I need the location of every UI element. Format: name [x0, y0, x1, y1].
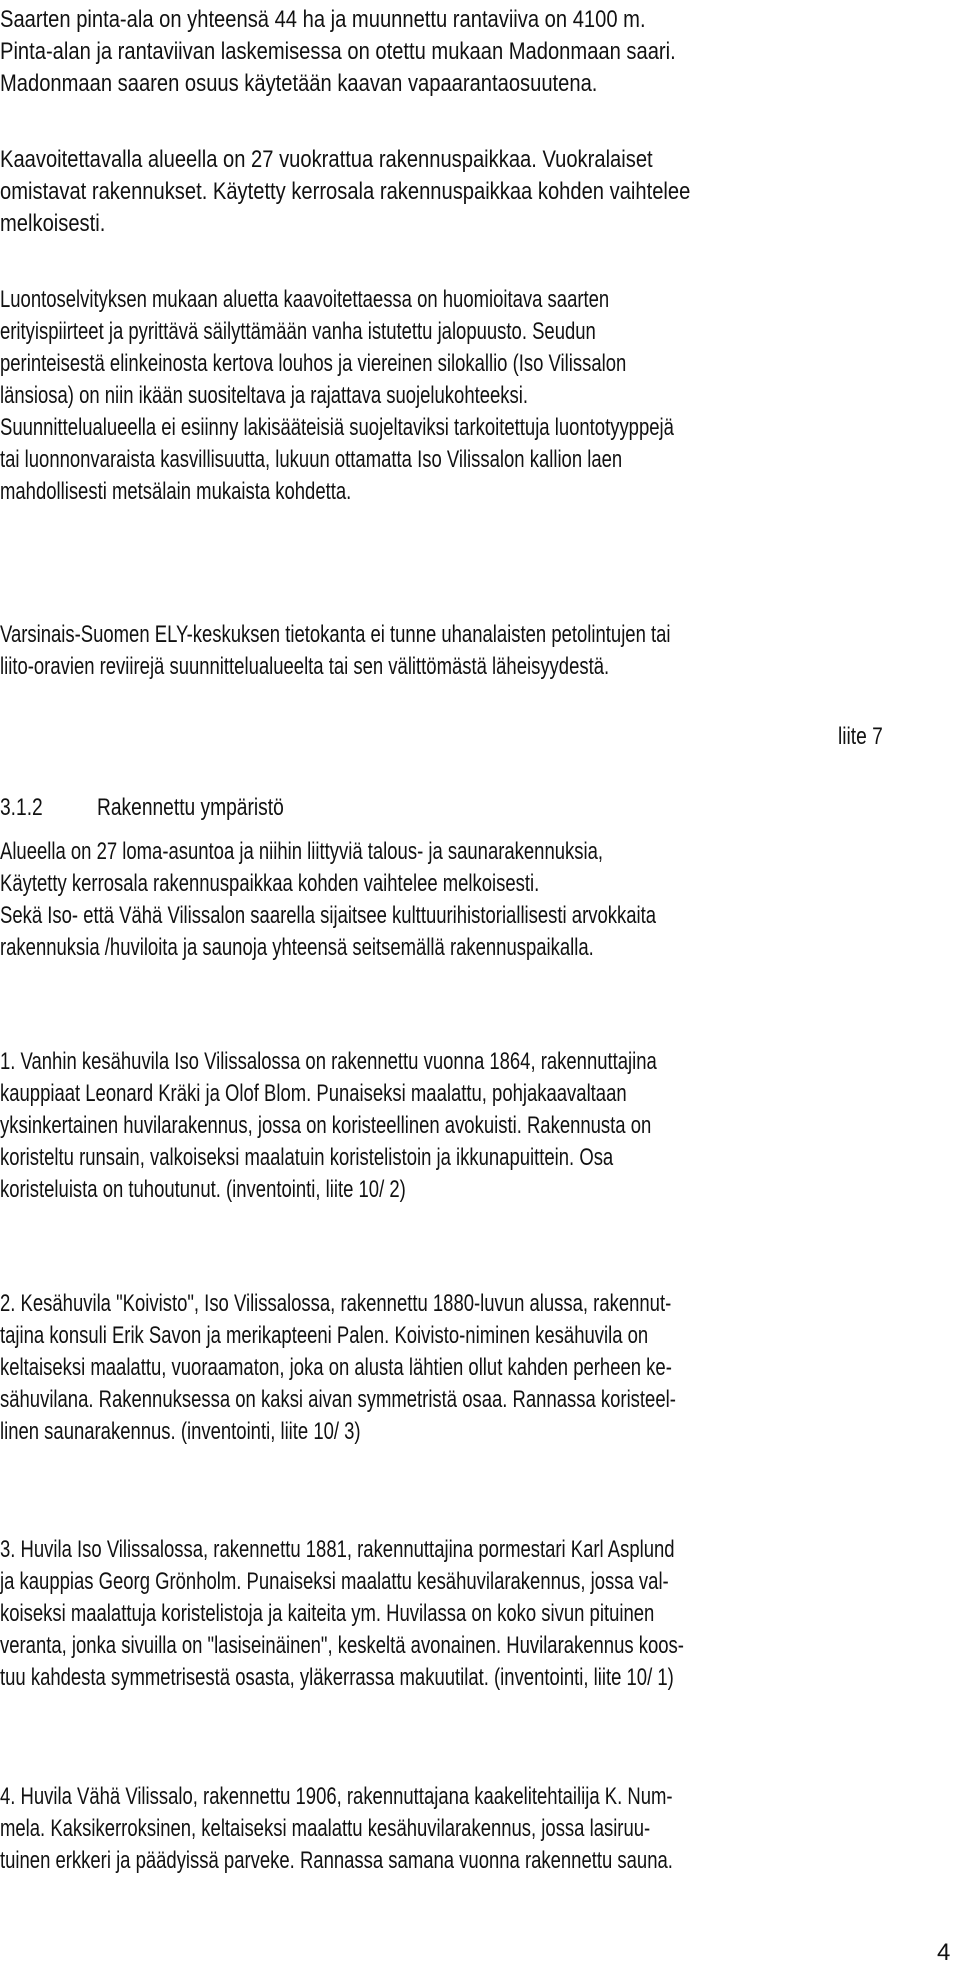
text-line: erityispiirteet ja pyrittävä säilyttämään vanha istutettu jalopuusto. Seudun	[0, 318, 596, 345]
text-line: Madonmaan saaren osuus käytetään kaavan vapaarantaosuutena.	[0, 70, 598, 97]
text-line: Käytetty kerrosala rakennuspaikkaa kohden vaihtelee melkoisesti.	[0, 870, 540, 897]
text-line: tai luonnonvaraista kasvillisuutta, lukuun ottamatta Iso Vilissalon kallion laen	[0, 446, 623, 473]
text-line: yksinkertainen huvilarakennus, jossa on koristeellinen avokuisti. Rakennusta on	[0, 1112, 652, 1139]
text-line: rakennuksia /huviloita ja saunoja yhteensä seitsemällä rakennuspaikalla.	[0, 934, 594, 961]
text-line: 3. Huvila Iso Vilissalossa, rakennettu 1881, rakennuttajina pormestari Karl Asplund	[0, 1536, 675, 1563]
text-line: Alueella on 27 loma-asuntoa ja niihin liittyviä talous- ja saunarakennuksia,	[0, 838, 604, 865]
page-number: 4	[937, 1939, 951, 1966]
text-line: linen saunarakennus. (inventointi, liite 10/ 3)	[0, 1418, 361, 1445]
text-line: omistavat rakennukset. Käytetty kerrosala rakennuspaikkaa kohden vaihtelee	[0, 178, 691, 205]
section-number: 3.1.2	[0, 794, 43, 821]
text-line: melkoisesti.	[0, 210, 106, 237]
text-line: Varsinais-Suomen ELY-keskuksen tietokanta ei tunne uhanalaisten petolintujen tai	[0, 621, 671, 648]
text-line: koristeltu runsain, valkoiseksi maalatuin koristelistoin ja ikkunapuittein. Osa	[0, 1144, 614, 1171]
text-line: 4. Huvila Vähä Vilissalo, rakennettu 1906, rakennuttajana kaakelitehtailija K. Num-	[0, 1783, 673, 1810]
section-heading: Rakennettu ympäristö	[97, 794, 284, 821]
text-line: tajina konsuli Erik Savon ja merikapteeni Palen. Koivisto-niminen kesähuvila on	[0, 1322, 649, 1349]
text-line: perinteisestä elinkeinosta kertova louhos ja viereinen silokallio (Iso Vilissalon	[0, 350, 627, 377]
text-line: Suunnittelualueella ei esiinny lakisääteisiä suojeltaviksi tarkoitettuja luontotyyppejä	[0, 414, 674, 441]
text-line: mahdollisesti metsälain mukaista kohdetta.	[0, 478, 352, 505]
text-line: kauppiaat Leonard Kräki ja Olof Blom. Punaiseksi maalattu, pohjakaavaltaan	[0, 1080, 627, 1107]
appendix-reference: liite 7	[838, 723, 883, 750]
text-line: ja kauppias Georg Grönholm. Punaiseksi maalattu kesähuvilarakennus, jossa val-	[0, 1568, 669, 1595]
text-line: tuinen erkkeri ja päädyissä parveke. Rannassa samana vuonna rakennettu sauna.	[0, 1847, 673, 1874]
text-line: Kaavoitettavalla alueella on 27 vuokrattua rakennuspaikkaa. Vuokralaiset	[0, 146, 653, 173]
text-line: Pinta-alan ja rantaviivan laskemisessa on otettu mukaan Madonmaan saari.	[0, 38, 676, 65]
text-line: länsiosa) on niin ikään suositeltava ja rajattava suojelukohteeksi.	[0, 382, 529, 409]
text-line: tuu kahdesta symmetrisestä osasta, yläkerrassa makuutilat. (inventointi, liite 10/ 1)	[0, 1664, 674, 1691]
text-line: Luontoselvityksen mukaan aluetta kaavoitettaessa on huomioitava saarten	[0, 286, 610, 313]
text-line: 1. Vanhin kesähuvila Iso Vilissalossa on rakennettu vuonna 1864, rakennuttajina	[0, 1048, 657, 1075]
text-line: veranta, jonka sivuilla on "lasiseinäinen", keskeltä avonainen. Huvilarakennus koos-	[0, 1632, 684, 1659]
text-line: Saarten pinta-ala on yhteensä 44 ha ja muunnettu rantaviiva on 4100 m.	[0, 6, 646, 33]
text-line: koristeluista on tuhoutunut. (inventointi, liite 10/ 2)	[0, 1176, 406, 1203]
text-line: Sekä Iso- että Vähä Vilissalon saarella sijaitsee kulttuurihistoriallisesti arvokkaita	[0, 902, 657, 929]
text-line: koiseksi maalattuja koristelistoja ja kaiteita ym. Huvilassa on koko sivun pituinen	[0, 1600, 655, 1627]
text-line: keltaiseksi maalattu, vuoraamaton, joka on alusta lähtien ollut kahden perheen ke-	[0, 1354, 672, 1381]
text-line: 2. Kesähuvila "Koivisto", Iso Vilissalossa, rakennettu 1880-luvun alussa, rakennut-	[0, 1290, 672, 1317]
text-line: mela. Kaksikerroksinen, keltaiseksi maalattu kesähuvilarakennus, jossa lasiruu-	[0, 1815, 651, 1842]
text-line: sähuvilana. Rakennuksessa on kaksi aivan symmetristä osaa. Rannassa koristeel-	[0, 1386, 676, 1413]
text-line: liito-oravien reviirejä suunnittelualueelta tai sen välittömästä läheisyydestä.	[0, 653, 610, 680]
